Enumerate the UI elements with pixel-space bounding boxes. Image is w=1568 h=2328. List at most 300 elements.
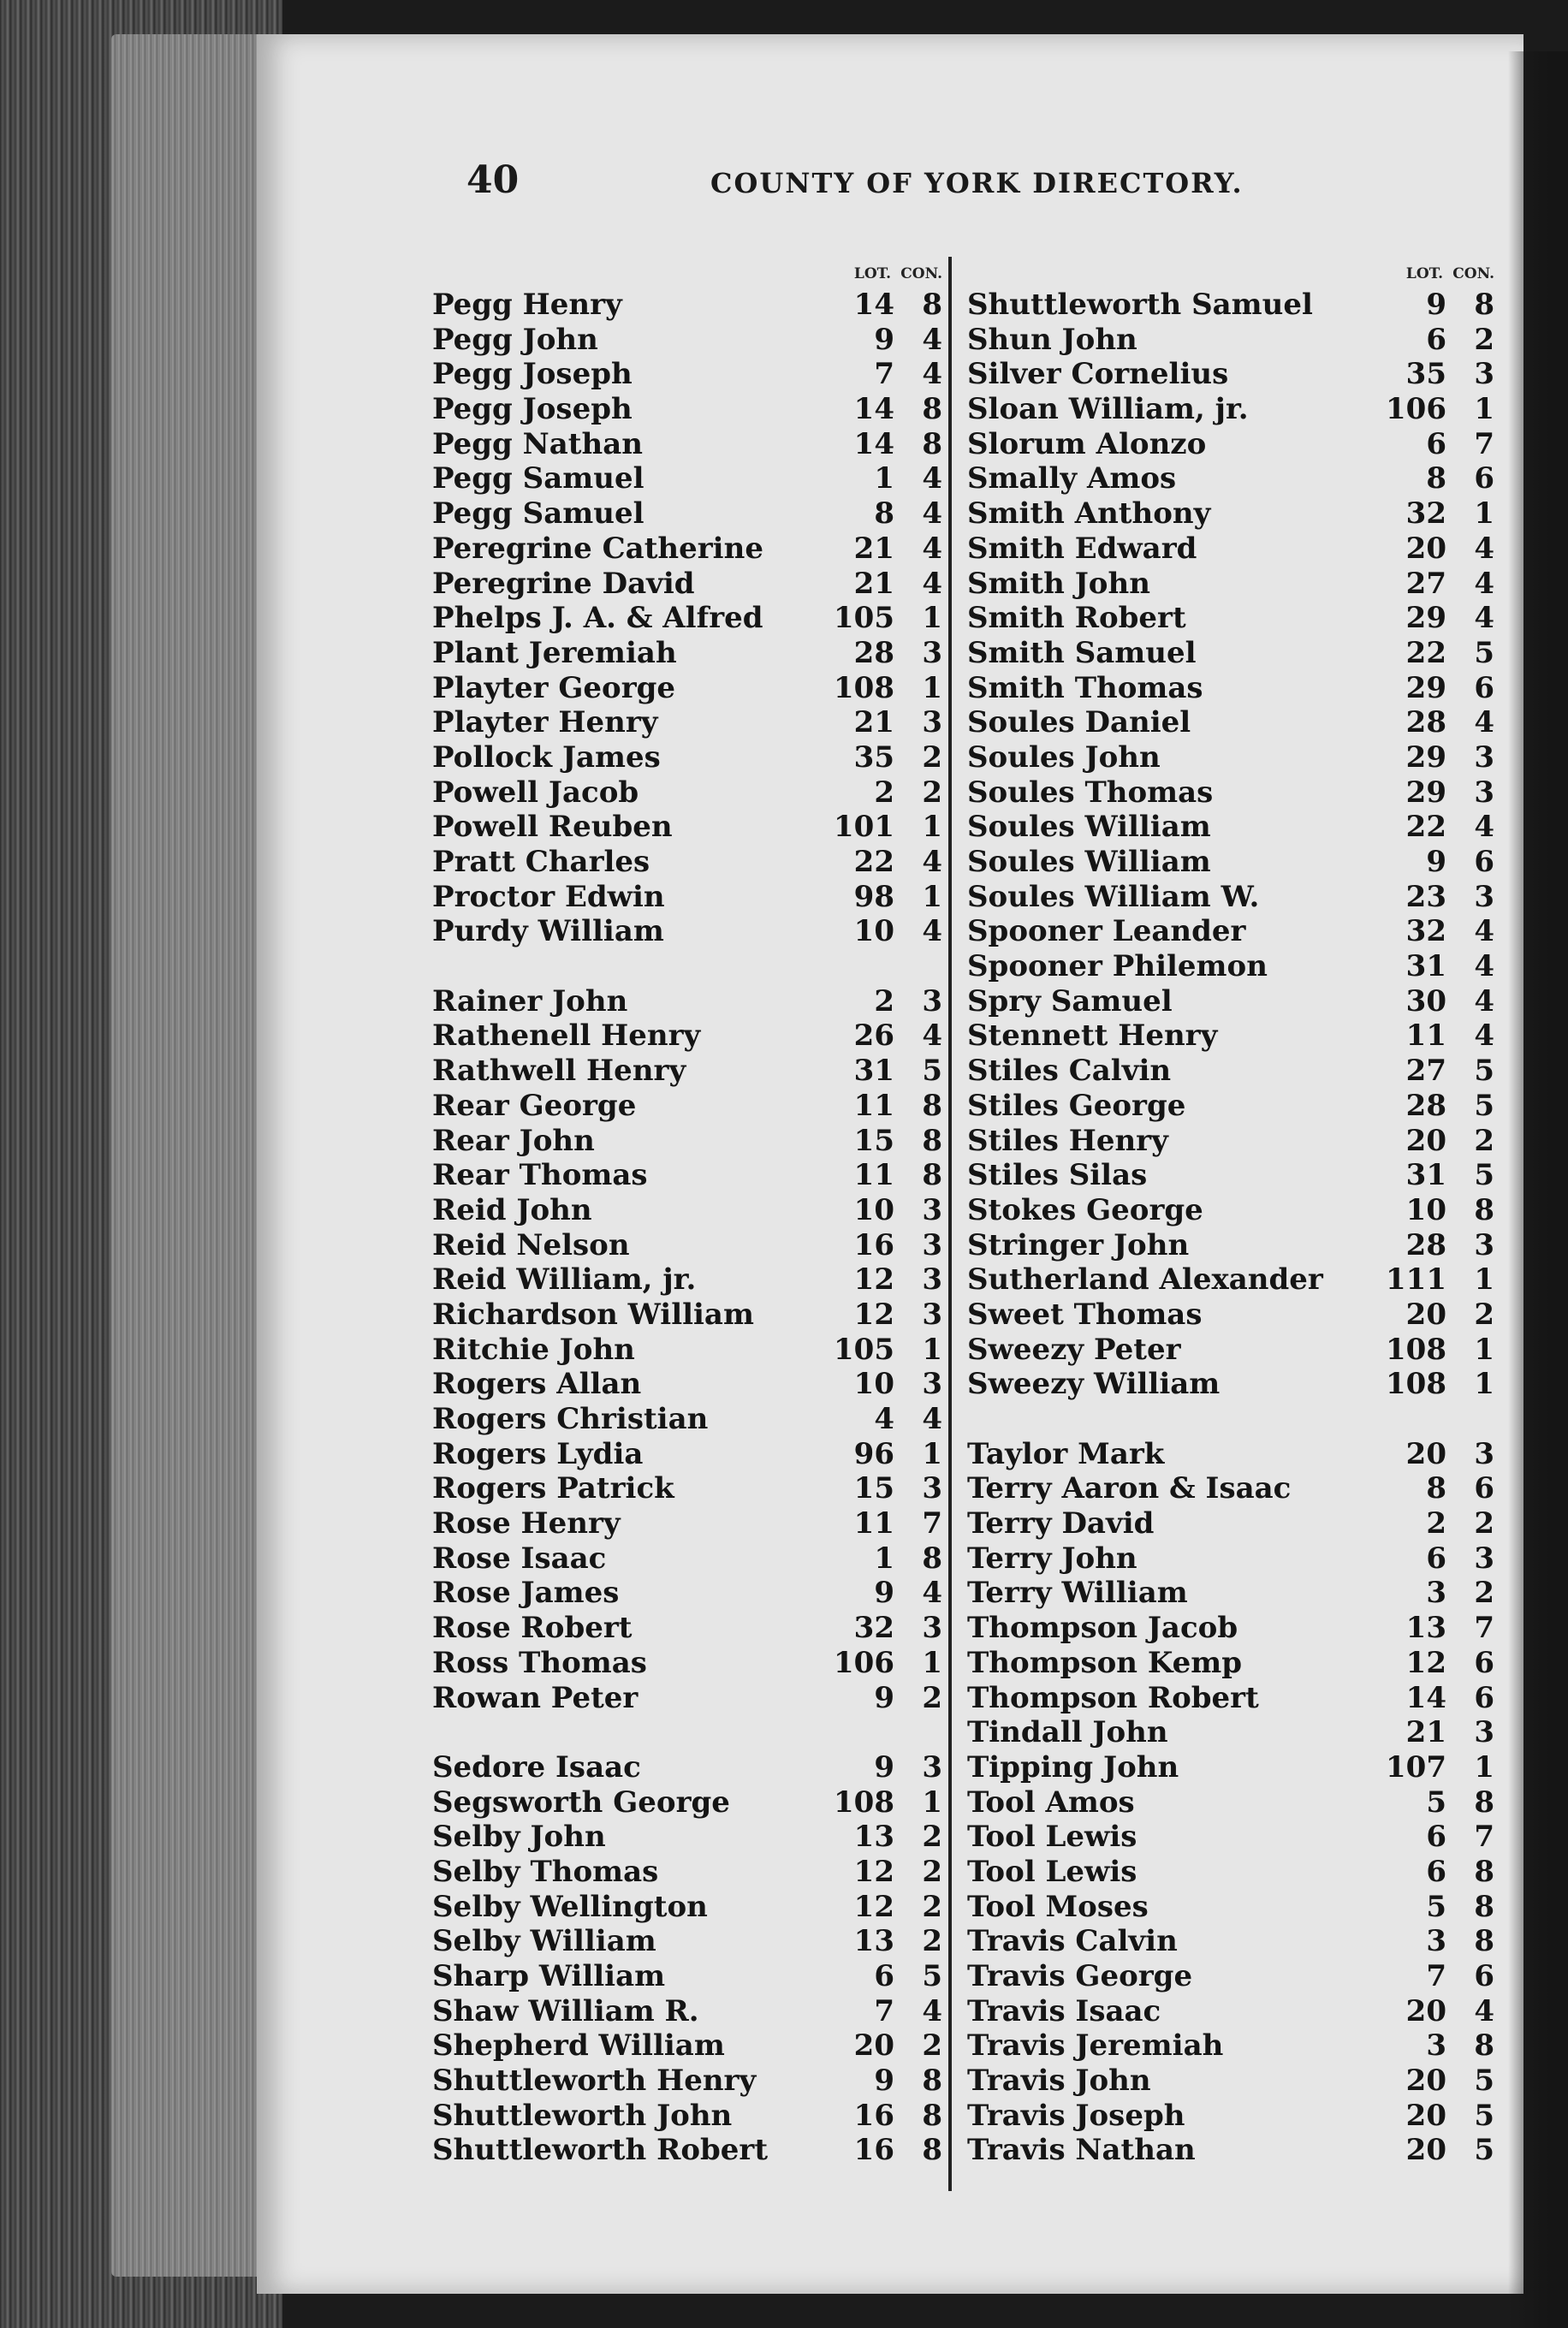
- entry-lot: 1: [874, 1541, 894, 1576]
- lot-header: LOT.: [853, 265, 891, 282]
- entry-name: Powell Jacob: [432, 775, 639, 810]
- directory-entry: [432, 357, 946, 392]
- entry-con: 4: [922, 496, 942, 532]
- entry-lot: 26: [853, 1018, 894, 1054]
- entry-lot: 31: [1405, 949, 1446, 984]
- entry-name: Travis John: [967, 2064, 1151, 2099]
- entry-lot: 108: [1386, 1332, 1446, 1367]
- entry-lot: 29: [1405, 670, 1446, 705]
- entry-con: 5: [1474, 1054, 1494, 1089]
- entry-con: 3: [922, 1227, 942, 1262]
- entry-con: 2: [1474, 1297, 1494, 1332]
- directory-entry: [432, 1646, 946, 1681]
- entry-con: 3: [922, 1297, 942, 1332]
- entry-lot: 21: [853, 531, 894, 566]
- directory-entry: [967, 1681, 1498, 1716]
- entry-lot: 12: [853, 1889, 894, 1924]
- entry-name: Stokes George: [967, 1192, 1203, 1227]
- entry-name: Tindall John: [967, 1715, 1168, 1750]
- directory-entry: [432, 671, 946, 706]
- entry-con: 4: [1474, 810, 1494, 845]
- entry-con: 4: [1474, 1018, 1494, 1054]
- entry-con: 8: [1474, 1785, 1494, 1820]
- entry-name: Travis Calvin: [967, 1924, 1178, 1959]
- entry-con: 6: [1474, 1471, 1494, 1506]
- directory-entry: [967, 1471, 1498, 1506]
- entry-name: Soules William: [967, 810, 1211, 845]
- entry-con: 6: [1474, 1959, 1494, 1993]
- directory-entry: [432, 1785, 946, 1820]
- directory-entry: [967, 1089, 1498, 1124]
- entry-name: Smith Thomas: [967, 670, 1203, 705]
- entry-name: Smith Samuel: [967, 635, 1197, 670]
- directory-entry: [432, 1402, 946, 1437]
- entry-con: 8: [1474, 2028, 1494, 2064]
- directory-entry: [967, 1959, 1498, 1994]
- entry-lot: 20: [1405, 2064, 1446, 2099]
- entry-con: 5: [1474, 1158, 1494, 1193]
- entry-name: Terry William: [967, 1576, 1188, 1611]
- entry-lot: 13: [853, 1924, 894, 1959]
- directory-entry: [432, 1576, 946, 1611]
- entry-con: 8: [922, 1158, 942, 1193]
- running-title: COUNTY OF YORK DIRECTORY.: [710, 167, 1244, 199]
- entry-name: Thompson Kemp: [967, 1645, 1243, 1680]
- section-gap: [432, 1715, 946, 1750]
- entry-lot: 9: [1426, 288, 1446, 322]
- directory-entry: [967, 288, 1498, 323]
- entry-lot: 9: [874, 1749, 894, 1785]
- entry-lot: 106: [834, 1645, 894, 1680]
- entry-con: 2: [1474, 1576, 1494, 1611]
- entry-lot: 4: [874, 1402, 894, 1436]
- entry-con: 8: [1474, 288, 1494, 322]
- entry-name: Rose Henry: [432, 1506, 621, 1541]
- directory-entry: [967, 2099, 1498, 2134]
- entry-name: Rainer John: [432, 983, 628, 1018]
- left-column: [432, 265, 946, 2168]
- directory-entry: [967, 1158, 1498, 1193]
- right-entries: [967, 288, 1498, 2168]
- entry-con: 4: [922, 1576, 942, 1611]
- entry-name: Rogers Christian: [432, 1402, 709, 1436]
- directory-entry: [967, 1611, 1498, 1646]
- entry-con: 2: [1474, 1506, 1494, 1541]
- entry-lot: 8: [874, 496, 894, 532]
- entry-con: 4: [922, 461, 942, 496]
- directory-entry: [967, 845, 1498, 880]
- directory-entry: [432, 1541, 946, 1577]
- entry-name: Sedore Isaac: [432, 1749, 641, 1785]
- entry-lot: 111: [1386, 1262, 1446, 1298]
- entry-name: Ritchie John: [432, 1332, 635, 1367]
- entry-con: 8: [922, 426, 942, 461]
- entry-lot: 108: [834, 670, 894, 705]
- entry-lot: 6: [1426, 1820, 1446, 1855]
- entry-con: 8: [1474, 1924, 1494, 1959]
- directory-entry: [432, 2028, 946, 2064]
- entry-con: 8: [1474, 1889, 1494, 1924]
- directory-entry: [967, 705, 1498, 740]
- entry-name: Sweezy Peter: [967, 1332, 1181, 1367]
- directory-entry: [432, 880, 946, 915]
- directory-entry: [432, 1228, 946, 1263]
- section-gap: [967, 1402, 1498, 1437]
- entry-lot: 8: [1426, 461, 1446, 496]
- entry-con: 2: [1474, 1123, 1494, 1158]
- entry-name: Smith Robert: [967, 601, 1186, 636]
- entry-lot: 20: [1405, 2098, 1446, 2133]
- directory-entry: [967, 2064, 1498, 2099]
- directory-entry: [967, 1576, 1498, 1611]
- entry-name: Pollock James: [432, 739, 661, 775]
- page-number: 40: [466, 158, 520, 202]
- entry-lot: 10: [1405, 1192, 1446, 1227]
- entry-con: 2: [922, 1854, 942, 1889]
- entry-con: 3: [922, 1749, 942, 1785]
- directory-entry: [967, 636, 1498, 671]
- entry-con: 2: [922, 739, 942, 775]
- entry-lot: 29: [1405, 601, 1446, 636]
- entry-name: Thompson Jacob: [967, 1611, 1238, 1646]
- entry-name: Soules William W.: [967, 879, 1260, 914]
- entry-con: 8: [922, 392, 942, 427]
- directory-entry: [967, 914, 1498, 949]
- entry-con: 8: [1474, 1854, 1494, 1889]
- entry-con: 2: [922, 1889, 942, 1924]
- entry-con: 4: [1474, 914, 1494, 949]
- entry-lot: 13: [853, 1820, 894, 1855]
- directory-entry: [432, 914, 946, 949]
- entry-lot: 6: [1426, 322, 1446, 357]
- entry-name: Shuttleworth Robert: [432, 2133, 769, 2168]
- entry-lot: 6: [874, 1959, 894, 1993]
- entry-lot: 5: [1426, 1889, 1446, 1924]
- entry-lot: 28: [1405, 1088, 1446, 1123]
- entry-lot: 12: [853, 1854, 894, 1889]
- entry-con: 2: [922, 1820, 942, 1855]
- entry-lot: 21: [1405, 1715, 1446, 1750]
- entry-con: 6: [1474, 461, 1494, 496]
- entry-name: Shuttleworth Henry: [432, 2064, 757, 2099]
- entry-name: Stennett Henry: [967, 1018, 1218, 1054]
- entry-name: Playter George: [432, 670, 676, 705]
- directory-entry: [432, 1018, 946, 1054]
- entry-name: Stiles George: [967, 1088, 1186, 1123]
- entry-name: Rowan Peter: [432, 1680, 638, 1715]
- entry-lot: 20: [1405, 1297, 1446, 1332]
- entry-con: 1: [1474, 496, 1494, 532]
- entry-con: 3: [1474, 1227, 1494, 1262]
- entry-lot: 15: [853, 1123, 894, 1158]
- entry-con: 7: [1474, 1820, 1494, 1855]
- entry-con: 6: [1474, 1680, 1494, 1715]
- directory-entry: [432, 1298, 946, 1333]
- entry-con: 4: [922, 845, 942, 879]
- entry-lot: 20: [1405, 2133, 1446, 2168]
- entry-name: Pegg Nathan: [432, 426, 643, 461]
- section-gap: [432, 949, 946, 984]
- con-header: CON.: [1452, 265, 1494, 282]
- entry-name: Taylor Mark: [967, 1436, 1165, 1471]
- entry-lot: 11: [853, 1506, 894, 1541]
- directory-entry: [432, 1471, 946, 1506]
- directory-entry: [967, 392, 1498, 427]
- entry-con: 1: [922, 670, 942, 705]
- entry-name: Terry David: [967, 1506, 1155, 1541]
- entry-name: Shuttleworth John: [432, 2098, 733, 2133]
- directory-entry: [432, 1089, 946, 1124]
- entry-con: 3: [1474, 775, 1494, 810]
- entry-lot: 22: [1405, 635, 1446, 670]
- entry-con: 2: [922, 775, 942, 810]
- directory-entry: [967, 984, 1498, 1019]
- directory-entry: [967, 775, 1498, 811]
- directory-entry: [432, 323, 946, 358]
- entry-name: Smith Edward: [967, 531, 1197, 566]
- directory-entry: [432, 1750, 946, 1785]
- column-header: [432, 265, 946, 288]
- entry-lot: 29: [1405, 739, 1446, 775]
- entry-lot: 6: [1426, 1854, 1446, 1889]
- directory-entry: [967, 949, 1498, 984]
- entry-name: Plant Jeremiah: [432, 635, 677, 670]
- entry-lot: 98: [853, 879, 894, 914]
- facing-page-shadow: [1508, 51, 1568, 2328]
- entry-lot: 7: [874, 1993, 894, 2028]
- entry-name: Pegg Henry: [432, 288, 622, 322]
- entry-con: 3: [922, 1262, 942, 1298]
- entry-name: Stiles Henry: [967, 1123, 1168, 1158]
- entry-con: 1: [922, 879, 942, 914]
- entry-name: Rose Robert: [432, 1611, 633, 1646]
- entry-name: Selby William: [432, 1924, 656, 1959]
- directory-entry: [967, 1437, 1498, 1472]
- entry-con: 5: [1474, 635, 1494, 670]
- entry-lot: 7: [874, 357, 894, 392]
- directory-entry: [967, 810, 1498, 845]
- entry-lot: 20: [1405, 1436, 1446, 1471]
- entry-name: Sharp William: [432, 1959, 666, 1993]
- entry-lot: 10: [853, 1192, 894, 1227]
- entry-con: 8: [1474, 1192, 1494, 1227]
- entry-con: 1: [922, 1645, 942, 1680]
- entry-con: 4: [922, 1018, 942, 1054]
- entry-con: 3: [1474, 1715, 1494, 1750]
- entry-con: 8: [922, 1541, 942, 1576]
- entry-name: Tool Lewis: [967, 1820, 1137, 1855]
- entry-name: Rose Isaac: [432, 1541, 607, 1576]
- directory-entry: [432, 1333, 946, 1368]
- directory-entry: [432, 1193, 946, 1228]
- entry-con: 3: [922, 1471, 942, 1506]
- entry-name: Shaw William R.: [432, 1993, 699, 2028]
- entry-name: Silver Cornelius: [967, 357, 1229, 392]
- entry-lot: 6: [1426, 1541, 1446, 1576]
- directory-entry: [967, 1333, 1498, 1368]
- entry-lot: 28: [853, 635, 894, 670]
- directory-entry: [432, 1681, 946, 1716]
- directory-entry: [432, 1158, 946, 1193]
- entry-name: Soules Thomas: [967, 775, 1214, 810]
- directory-entry: [967, 1506, 1498, 1541]
- entry-lot: 32: [853, 1611, 894, 1646]
- entry-con: 2: [922, 2028, 942, 2064]
- entry-lot: 2: [874, 775, 894, 810]
- directory-entry: [432, 1890, 946, 1925]
- entry-name: Rathenell Henry: [432, 1018, 701, 1054]
- directory-entry: [432, 1611, 946, 1646]
- entry-con: 6: [1474, 845, 1494, 879]
- entry-name: Smally Amos: [967, 461, 1177, 496]
- entry-name: Shuttleworth Samuel: [967, 288, 1313, 322]
- entry-name: Travis George: [967, 1959, 1193, 1993]
- entry-con: 7: [1474, 1611, 1494, 1646]
- directory-entry: [432, 1262, 946, 1298]
- con-header: CON.: [900, 265, 942, 282]
- directory-entry: [967, 2133, 1498, 2168]
- entry-name: Rathwell Henry: [432, 1054, 686, 1089]
- entry-name: Rear George: [432, 1088, 637, 1123]
- entry-name: Sutherland Alexander: [967, 1262, 1323, 1298]
- directory-entry: [967, 2028, 1498, 2064]
- entry-lot: 11: [1405, 1018, 1446, 1054]
- entry-con: 3: [1474, 1436, 1494, 1471]
- entry-name: Pegg Joseph: [432, 357, 633, 392]
- entry-name: Segsworth George: [432, 1785, 730, 1820]
- directory-entry: [432, 2064, 946, 2099]
- entry-lot: 14: [853, 288, 894, 322]
- directory-entry: [432, 427, 946, 462]
- entry-name: Shepherd William: [432, 2028, 725, 2064]
- directory-entry: [967, 1262, 1498, 1298]
- directory-entry: [432, 1437, 946, 1472]
- entry-con: 2: [922, 1680, 942, 1715]
- entry-name: Reid William, jr.: [432, 1262, 697, 1298]
- directory-entry: [432, 1924, 946, 1959]
- entry-name: Rogers Patrick: [432, 1471, 674, 1506]
- entry-lot: 16: [853, 2133, 894, 2168]
- entry-lot: 96: [853, 1436, 894, 1471]
- entry-lot: 14: [853, 392, 894, 427]
- entry-lot: 30: [1405, 983, 1446, 1018]
- entry-con: 6: [1474, 1645, 1494, 1680]
- entry-lot: 12: [853, 1262, 894, 1298]
- entry-con: 4: [1474, 949, 1494, 984]
- right-column: [967, 265, 1498, 2168]
- entry-lot: 21: [853, 705, 894, 740]
- entry-con: 1: [1474, 1262, 1494, 1298]
- entry-con: 4: [922, 357, 942, 392]
- entry-lot: 107: [1386, 1749, 1446, 1785]
- entry-name: Terry John: [967, 1541, 1137, 1576]
- entry-lot: 5: [1426, 1785, 1446, 1820]
- entry-lot: 9: [874, 2064, 894, 2099]
- entry-con: 5: [1474, 1088, 1494, 1123]
- entry-lot: 2: [874, 983, 894, 1018]
- entry-lot: 16: [853, 1227, 894, 1262]
- entry-con: 1: [922, 1332, 942, 1367]
- entry-name: Stiles Calvin: [967, 1054, 1172, 1089]
- directory-entry: [432, 532, 946, 567]
- entry-con: 3: [922, 1192, 942, 1227]
- entry-con: 7: [922, 1506, 942, 1541]
- entry-name: Pegg John: [432, 322, 598, 357]
- entry-con: 2: [1474, 322, 1494, 357]
- directory-entry: [967, 601, 1498, 636]
- entry-name: Tipping John: [967, 1749, 1179, 1785]
- directory-entry: [432, 288, 946, 323]
- directory-entry: [432, 1855, 946, 1890]
- entry-lot: 6: [1426, 426, 1446, 461]
- entry-name: Spooner Leander: [967, 914, 1246, 949]
- entry-name: Soules William: [967, 845, 1211, 879]
- entry-con: 8: [922, 2064, 942, 2099]
- entry-name: Smith Anthony: [967, 496, 1211, 532]
- entry-lot: 31: [853, 1054, 894, 1089]
- entry-name: Travis Isaac: [967, 1993, 1161, 2028]
- entry-con: 8: [922, 2098, 942, 2133]
- entry-con: 5: [1474, 2133, 1494, 2168]
- entry-con: 1: [922, 1785, 942, 1820]
- entry-lot: 20: [1405, 1993, 1446, 2028]
- entry-lot: 27: [1405, 1054, 1446, 1089]
- directory-entry: [967, 1890, 1498, 1925]
- directory-entry: [967, 427, 1498, 462]
- entry-lot: 35: [1405, 357, 1446, 392]
- entry-lot: 20: [1405, 531, 1446, 566]
- entry-con: 2: [922, 1924, 942, 1959]
- entry-name: Sweet Thomas: [967, 1297, 1203, 1332]
- entry-lot: 9: [874, 1576, 894, 1611]
- directory-entry: [432, 1054, 946, 1089]
- entry-con: 4: [922, 566, 942, 601]
- entry-lot: 15: [853, 1471, 894, 1506]
- entry-name: Proctor Edwin: [432, 879, 665, 914]
- entry-lot: 108: [834, 1785, 894, 1820]
- directory-entry: [967, 567, 1498, 602]
- entry-name: Soules John: [967, 739, 1161, 775]
- entry-lot: 13: [1405, 1611, 1446, 1646]
- directory-entry: [432, 775, 946, 811]
- entry-name: Spry Samuel: [967, 983, 1173, 1018]
- entry-name: Rear John: [432, 1123, 595, 1158]
- left-entries: [432, 288, 946, 2168]
- entry-con: 4: [922, 531, 942, 566]
- directory-entry: [432, 1959, 946, 1994]
- directory-entry: [967, 323, 1498, 358]
- entry-con: 4: [922, 914, 942, 949]
- entry-name: Smith John: [967, 566, 1150, 601]
- entry-lot: 11: [853, 1158, 894, 1193]
- entry-lot: 106: [1386, 392, 1446, 427]
- directory-entry: [432, 984, 946, 1019]
- entry-con: 4: [1474, 705, 1494, 740]
- directory-entry: [967, 1994, 1498, 2029]
- entry-name: Spooner Philemon: [967, 949, 1268, 984]
- entry-lot: 14: [853, 426, 894, 461]
- directory-entry: [967, 1855, 1498, 1890]
- entry-con: 1: [922, 601, 942, 636]
- entry-name: Thompson Robert: [967, 1680, 1259, 1715]
- column-header: [967, 265, 1498, 288]
- directory-entry: [967, 1541, 1498, 1577]
- entry-lot: 22: [1405, 810, 1446, 845]
- entry-name: Sweezy William: [967, 1367, 1221, 1402]
- entry-name: Playter Henry: [432, 705, 658, 740]
- entry-name: Powell Reuben: [432, 810, 673, 845]
- directory-entry: [432, 567, 946, 602]
